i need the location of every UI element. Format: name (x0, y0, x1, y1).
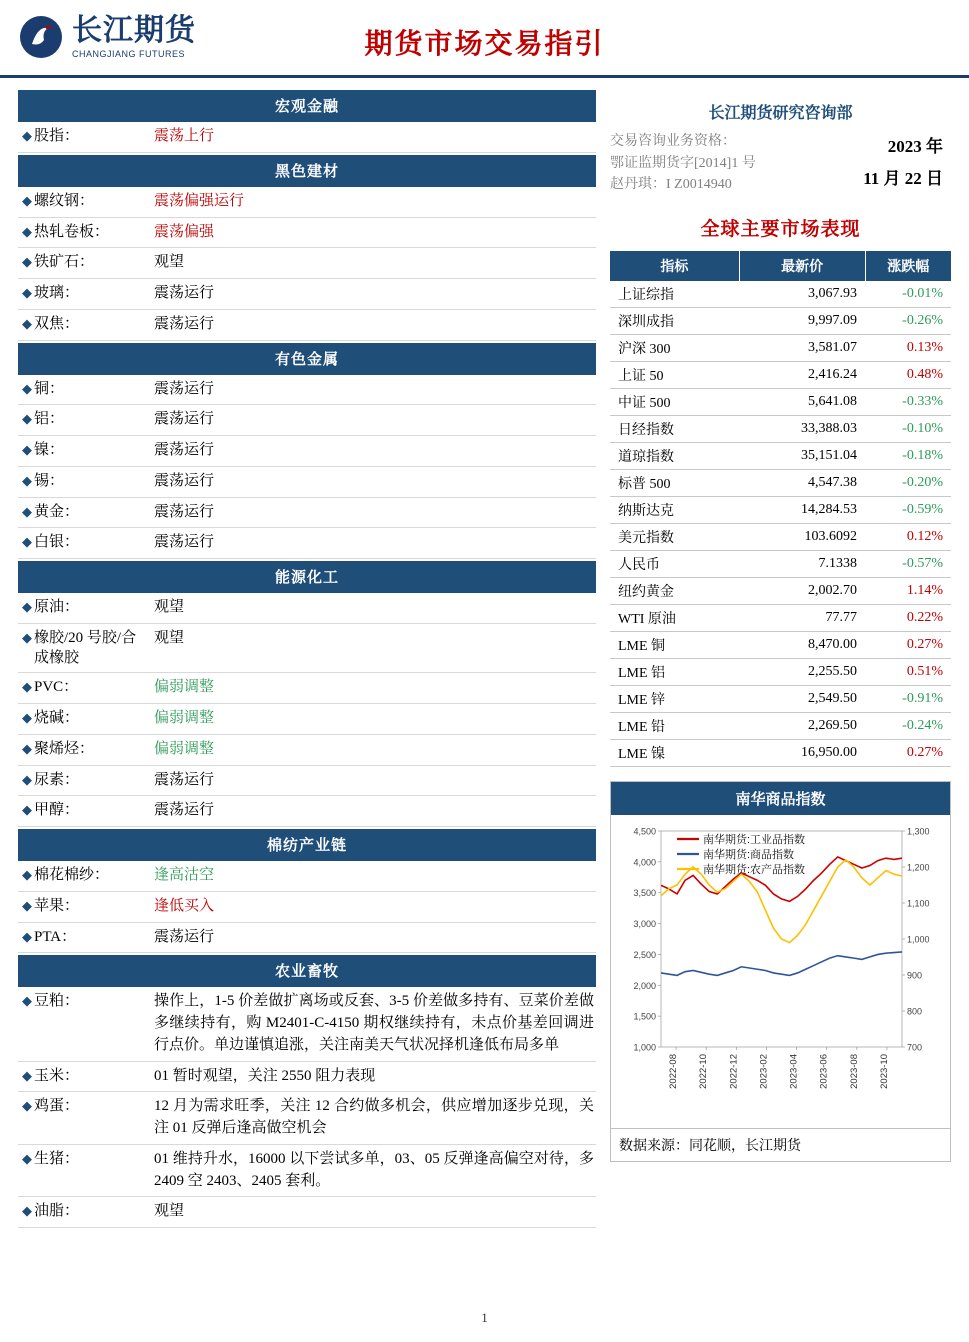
cell-change: -0.20% (865, 470, 951, 497)
indicator-label-wrap (22, 896, 150, 916)
table-row (610, 416, 951, 443)
qualification-line-2: 鄂证监期货字[2014]1 号 (610, 155, 756, 171)
table-row (610, 389, 951, 416)
chart-plot-area (611, 815, 950, 1128)
indicator-label: 黄金： (34, 503, 80, 520)
department-name: 长江期货研究咨询部 (708, 105, 853, 122)
indicator-label-wrap (22, 1149, 150, 1169)
indicator-label: 铝： (34, 411, 65, 428)
indicator-label-wrap (22, 1096, 150, 1116)
indicator-value: 震荡运行 (154, 503, 215, 520)
indicator-row (18, 405, 596, 436)
indicator-label-wrap (22, 800, 150, 820)
indicator-value: 震荡偏强运行 (154, 192, 245, 209)
indicator-label-wrap (22, 597, 150, 617)
svg-text:900: 900 (907, 970, 923, 981)
svg-text:2023-08: 2023-08 (848, 1054, 860, 1089)
diamond-bullet-icon: ◆ (22, 928, 32, 944)
indicator-value: 震荡运行 (154, 285, 215, 301)
cell-indicator: 日经指数 (610, 416, 739, 443)
svg-text:1,200: 1,200 (907, 862, 930, 873)
col-header-change: 涨跌幅 (865, 251, 951, 281)
indicator-value: 01 暂时观望，关注 2550 阻力表现 (154, 1067, 376, 1084)
diamond-bullet-icon: ◆ (22, 128, 32, 143)
svg-text:1,000: 1,000 (633, 1042, 656, 1053)
cell-indicator: LME 镍 (610, 740, 739, 767)
indicator-label: 白银： (34, 534, 80, 551)
indicator-row (18, 1197, 596, 1228)
indicator-row (18, 766, 596, 797)
report-day: 11 月 22 日 (863, 169, 943, 189)
svg-text:2,500: 2,500 (633, 949, 656, 960)
indicator-label: 生猪： (34, 1150, 80, 1167)
table-row (610, 551, 951, 578)
svg-text:南华期货:农产品指数: 南华期货:农产品指数 (703, 864, 806, 877)
svg-text:2023-02: 2023-02 (758, 1054, 770, 1089)
svg-text:2022-10: 2022-10 (698, 1054, 710, 1089)
indicator-row (18, 624, 596, 674)
svg-text:4,000: 4,000 (633, 857, 656, 868)
cell-price: 5,641.08 (739, 389, 865, 416)
indicator-label-wrap (22, 471, 150, 491)
indicator-row (18, 923, 596, 954)
cell-change: -0.91% (865, 686, 951, 713)
cell-indicator: 纽约黄金 (610, 578, 739, 605)
cell-indicator: LME 铝 (610, 659, 739, 686)
cell-price: 77.77 (739, 605, 865, 632)
cell-change: -0.24% (865, 713, 951, 740)
indicator-label: 橡胶/20 号胶/合成橡胶 (34, 629, 137, 666)
cell-price: 2,269.50 (739, 713, 865, 740)
indicator-label-wrap (22, 502, 150, 522)
diamond-bullet-icon: ◆ (22, 315, 32, 331)
indicator-row (18, 892, 596, 923)
indicator-value: 震荡上行 (154, 128, 215, 144)
diamond-bullet-icon: ◆ (22, 254, 32, 270)
table-row (610, 686, 951, 713)
indicator-label: 烧碱： (34, 710, 80, 726)
indicator-label-wrap (22, 379, 150, 399)
cell-change: -0.26% (865, 308, 951, 335)
diamond-bullet-icon: ◆ (22, 599, 32, 614)
diamond-bullet-icon: ◆ (22, 192, 32, 208)
indicator-value: 震荡运行 (154, 771, 215, 788)
diamond-bullet-icon: ◆ (22, 285, 32, 300)
table-body (610, 281, 951, 767)
cell-indicator: 中证 500 (610, 389, 739, 416)
qualification-block (610, 131, 756, 196)
table-row (610, 443, 951, 470)
indicator-value: 观望 (154, 254, 185, 271)
indicator-label-wrap (22, 252, 150, 272)
indicator-label-wrap (22, 314, 150, 334)
indicator-row (18, 528, 596, 559)
diamond-bullet-icon: ◆ (22, 897, 32, 913)
cell-change: 0.48% (865, 362, 951, 389)
indicator-value: 偏弱调整 (154, 679, 215, 696)
cell-price: 35,151.04 (739, 443, 865, 470)
indicator-value: 震荡运行 (154, 315, 215, 332)
left-column (18, 90, 596, 1228)
cell-indicator: 纳斯达克 (610, 497, 739, 524)
indicator-row (18, 310, 596, 341)
indicator-value: 震荡运行 (154, 802, 215, 819)
section-header: 有色金属 (18, 343, 596, 375)
section-header: 农业畜牧 (18, 955, 596, 987)
cell-indicator: LME 锌 (610, 686, 739, 713)
right-column (610, 90, 951, 1228)
table-row (610, 362, 951, 389)
indicator-label: 铁矿石： (34, 254, 95, 271)
indicator-label: 镍： (34, 442, 65, 458)
indicator-value: 观望 (154, 599, 185, 615)
section-header: 棉纺产业链 (18, 829, 596, 861)
table-row (610, 713, 951, 740)
indicator-value: 操作上，1-5 价差做扩离场或反套、3-5 价差做多持有、豆菜价差做多继续持有，购 M2401-C-4150 期权继续持有，未点价基差回调进行点价。单边谨慎追涨，关注南美天气状况择机逢低布局多单 (154, 993, 594, 1053)
indicator-label: 玻璃： (34, 285, 80, 301)
indicator-row (18, 796, 596, 827)
svg-text:1,100: 1,100 (907, 898, 930, 909)
table-header-row (610, 251, 951, 281)
indicator-value: 观望 (154, 629, 185, 646)
cell-price: 16,950.00 (739, 740, 865, 767)
cell-indicator: WTI 原油 (610, 605, 739, 632)
svg-text:3,500: 3,500 (633, 888, 656, 899)
table-row (610, 578, 951, 605)
cell-change: -0.18% (865, 443, 951, 470)
table-row (610, 335, 951, 362)
indicator-label-wrap (22, 628, 150, 669)
cell-change: 1.14% (865, 578, 951, 605)
table-row (610, 281, 951, 308)
indicator-value: 01 维持升水，16000 以下尝试多单，03、05 反弹逢高偏空对待，多 2409 空 2403、2405 套利。 (154, 1150, 594, 1189)
indicator-row (18, 436, 596, 467)
cell-price: 14,284.53 (739, 497, 865, 524)
indicator-row (18, 122, 596, 153)
indicator-row (18, 673, 596, 704)
indicator-label: 双焦： (34, 315, 80, 332)
cell-change: -0.10% (865, 416, 951, 443)
cell-price: 9,997.09 (739, 308, 865, 335)
svg-text:2023-10: 2023-10 (878, 1054, 890, 1089)
indicator-label: 鸡蛋： (34, 1098, 80, 1115)
chart-title: 南华商品指数 (611, 782, 950, 815)
indicator-value: 偏弱调整 (154, 710, 215, 726)
indicator-label-wrap (22, 222, 150, 242)
indicator-label-wrap (22, 927, 150, 947)
indicator-label: PVC： (34, 679, 79, 696)
cell-indicator: 道琼指数 (610, 443, 739, 470)
table-row (610, 524, 951, 551)
indicator-row (18, 593, 596, 624)
diamond-bullet-icon: ◆ (22, 1150, 32, 1166)
diamond-bullet-icon: ◆ (22, 710, 32, 725)
indicator-label: 聚烯烃： (34, 740, 95, 757)
analyst-line: 赵丹琪：I Z0014940 (610, 177, 732, 193)
cell-indicator: 深圳成指 (610, 308, 739, 335)
section-header: 黑色建材 (18, 155, 596, 187)
cell-change: 0.27% (865, 740, 951, 767)
cell-change: -0.01% (865, 281, 951, 308)
indicator-row (18, 187, 596, 218)
indicator-row (18, 861, 596, 892)
global-markets-title: 全球主要市场表现 (700, 219, 861, 241)
table-row (610, 470, 951, 497)
cell-indicator: 上证 50 (610, 362, 739, 389)
svg-text:2023-04: 2023-04 (788, 1054, 800, 1089)
indicator-label-wrap (22, 1201, 150, 1221)
indicator-label: 原油： (34, 599, 80, 615)
indicator-label-wrap (22, 677, 150, 697)
cell-indicator: 人民币 (610, 551, 739, 578)
diamond-bullet-icon: ◆ (22, 442, 32, 457)
indicator-value: 观望 (154, 1203, 185, 1220)
indicator-value: 震荡运行 (154, 472, 215, 489)
svg-text:3,000: 3,000 (633, 919, 656, 930)
indicator-row (18, 1092, 596, 1145)
indicator-value: 震荡运行 (154, 534, 215, 551)
indicator-value: 震荡运行 (154, 442, 215, 458)
indicator-label-wrap (22, 865, 150, 885)
indicator-label: 尿素： (34, 771, 80, 788)
svg-text:南华期货:工业品指数: 南华期货:工业品指数 (703, 834, 806, 847)
cell-change: 0.12% (865, 524, 951, 551)
indicator-row (18, 375, 596, 406)
diamond-bullet-icon: ◆ (22, 993, 32, 1009)
indicator-label: PTA： (34, 928, 77, 945)
indicator-value: 逢高沽空 (154, 867, 215, 883)
indicator-label-wrap (22, 283, 150, 303)
svg-text:2023-06: 2023-06 (818, 1054, 830, 1089)
cell-indicator: LME 铅 (610, 713, 739, 740)
indicator-label: 豆粕： (34, 993, 80, 1010)
indicator-label: 股指： (34, 128, 80, 144)
indicator-value: 震荡运行 (154, 380, 215, 397)
indicator-label-wrap (22, 409, 150, 429)
indicator-label: 棉花棉纱： (34, 867, 110, 883)
indicator-label-wrap (22, 739, 150, 759)
section-header: 能源化工 (18, 561, 596, 593)
page-number: 1 (481, 1310, 488, 1325)
sections-container (18, 90, 596, 1228)
cell-indicator: 美元指数 (610, 524, 739, 551)
diamond-bullet-icon: ◆ (22, 629, 32, 645)
table-row (610, 659, 951, 686)
indicator-row (18, 279, 596, 310)
page-title: 期货市场交易指引 (364, 28, 605, 59)
cell-price: 8,470.00 (739, 632, 865, 659)
diamond-bullet-icon: ◆ (22, 1067, 32, 1083)
cell-price: 2,255.50 (739, 659, 865, 686)
indicator-label: 甲醇： (34, 802, 80, 819)
indicator-label-wrap (22, 991, 150, 1011)
indicator-label-wrap (22, 440, 150, 460)
indicator-label: 热轧卷板： (34, 223, 110, 240)
table-row (610, 605, 951, 632)
svg-text:1,000: 1,000 (907, 934, 930, 945)
svg-text:2,000: 2,000 (633, 980, 656, 991)
cell-change: 0.51% (865, 659, 951, 686)
section-header: 宏观金融 (18, 90, 596, 122)
svg-text:1,500: 1,500 (633, 1011, 656, 1022)
cell-price: 103.6092 (739, 524, 865, 551)
indicator-row (18, 704, 596, 735)
svg-text:2022-12: 2022-12 (728, 1054, 740, 1089)
diamond-bullet-icon: ◆ (22, 740, 32, 756)
table-row (610, 740, 951, 767)
svg-text:1,300: 1,300 (907, 826, 930, 837)
cell-indicator: 上证综指 (610, 281, 739, 308)
indicator-row (18, 1062, 596, 1093)
indicator-value: 逢低买入 (154, 897, 215, 914)
diamond-bullet-icon: ◆ (22, 411, 32, 427)
diamond-bullet-icon: ◆ (22, 472, 32, 488)
indicator-label: 油脂： (34, 1203, 80, 1220)
indicator-value: 震荡运行 (154, 411, 215, 428)
indicator-row (18, 467, 596, 498)
report-date (863, 131, 951, 196)
table-row (610, 632, 951, 659)
cell-change: -0.57% (865, 551, 951, 578)
indicator-label-wrap (22, 191, 150, 211)
diamond-bullet-icon: ◆ (22, 534, 32, 550)
diamond-bullet-icon: ◆ (22, 1098, 32, 1114)
chart-source: 数据来源：同花顺，长江期货 (611, 1128, 950, 1161)
cell-indicator: 标普 500 (610, 470, 739, 497)
cell-price: 2,549.50 (739, 686, 865, 713)
diamond-bullet-icon: ◆ (22, 503, 32, 519)
indicator-row (18, 218, 596, 249)
cell-indicator: LME 铜 (610, 632, 739, 659)
chart-svg (615, 821, 946, 1121)
table-row (610, 497, 951, 524)
report-year: 2023 年 (887, 137, 943, 156)
cell-price: 2,002.70 (739, 578, 865, 605)
indicator-row (18, 498, 596, 529)
col-header-indicator: 指标 (610, 251, 739, 281)
svg-text:2022-08: 2022-08 (668, 1054, 680, 1089)
diamond-bullet-icon: ◆ (22, 1203, 32, 1219)
indicator-label-wrap (22, 770, 150, 790)
cell-change: -0.59% (865, 497, 951, 524)
cell-change: 0.27% (865, 632, 951, 659)
diamond-bullet-icon: ◆ (22, 223, 32, 239)
cell-price: 4,547.38 (739, 470, 865, 497)
indicator-value: 震荡运行 (154, 928, 215, 945)
cell-price: 7.1338 (739, 551, 865, 578)
commodity-index-chart (610, 781, 951, 1162)
cell-price: 3,581.07 (739, 335, 865, 362)
svg-text:700: 700 (907, 1042, 923, 1053)
indicator-row (18, 987, 596, 1061)
indicator-value: 12 月为需求旺季，关注 12 合约做多机会，供应增加逐步兑现，关注 01 反弹后逢高做空机会 (154, 1098, 594, 1136)
cell-price: 3,067.93 (739, 281, 865, 308)
indicator-label-wrap (22, 126, 150, 146)
indicator-row (18, 1145, 596, 1198)
svg-text:4,500: 4,500 (633, 826, 656, 837)
cell-change: 0.13% (865, 335, 951, 362)
indicator-label-wrap (22, 532, 150, 552)
indicator-label: 锡： (34, 472, 65, 489)
diamond-bullet-icon: ◆ (22, 867, 32, 882)
indicator-row (18, 248, 596, 279)
cell-change: 0.22% (865, 605, 951, 632)
indicator-label: 苹果： (34, 897, 80, 914)
indicator-label: 玉米： (34, 1067, 80, 1084)
qualification-line-1: 交易咨询业务资格： (610, 134, 736, 149)
global-markets-table (610, 251, 951, 767)
indicator-label: 螺纹钢： (34, 192, 95, 209)
indicator-label: 铜： (34, 380, 65, 397)
diamond-bullet-icon: ◆ (22, 802, 32, 818)
cell-price: 33,388.03 (739, 416, 865, 443)
indicator-label-wrap (22, 1066, 150, 1086)
col-header-price: 最新价 (739, 251, 865, 281)
diamond-bullet-icon: ◆ (22, 771, 32, 787)
indicator-value: 偏弱调整 (154, 740, 215, 757)
indicator-label-wrap (22, 708, 150, 728)
logo-english-name: CHANGJIANG FUTURES (72, 48, 186, 59)
diamond-bullet-icon: ◆ (22, 380, 32, 396)
cell-change: -0.33% (865, 389, 951, 416)
indicator-value: 震荡偏强 (154, 223, 215, 240)
table-row (610, 308, 951, 335)
cell-price: 2,416.24 (739, 362, 865, 389)
document-header (0, 0, 969, 78)
cell-indicator: 沪深 300 (610, 335, 739, 362)
svg-text:南华期货:商品指数: 南华期货:商品指数 (703, 849, 795, 862)
logo-chinese-name: 长江期货 (72, 13, 196, 47)
diamond-bullet-icon: ◆ (22, 679, 32, 695)
svg-text:800: 800 (907, 1006, 923, 1017)
indicator-row (18, 735, 596, 766)
